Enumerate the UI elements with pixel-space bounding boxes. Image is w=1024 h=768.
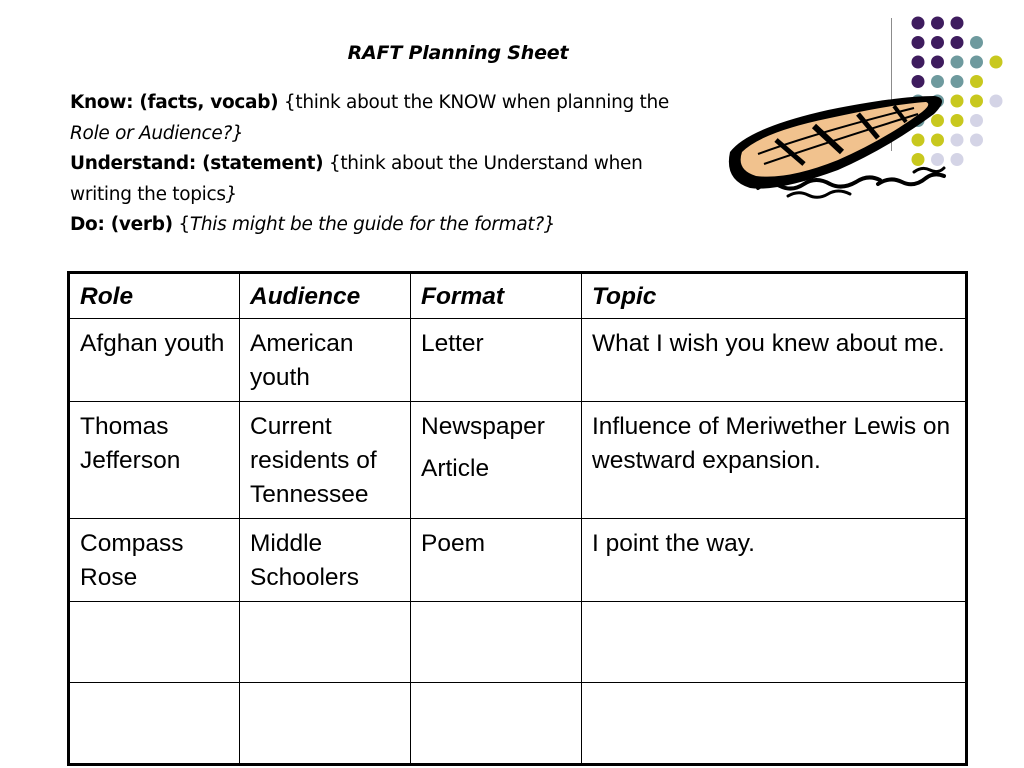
decorative-dot: [990, 95, 1003, 108]
cell-format: Poem: [411, 519, 582, 602]
header-audience: Audience: [240, 273, 411, 319]
cell-role: Afghan youth: [69, 319, 240, 402]
decorative-dot: [970, 36, 983, 49]
cell-empty[interactable]: [582, 683, 967, 765]
cell-topic: Influence of Meriwether Lewis on westward expansion.: [582, 402, 967, 519]
decorative-dot: [931, 36, 944, 49]
table-row: [69, 519, 967, 602]
cell-empty[interactable]: [69, 683, 240, 765]
cell-empty[interactable]: [69, 602, 240, 683]
cell-empty[interactable]: [411, 683, 582, 765]
cell-topic: I point the way.: [582, 519, 967, 602]
header-topic: Topic: [582, 273, 967, 319]
decorative-dot: [931, 75, 944, 88]
understand-text: {think about the Understand when: [323, 153, 643, 174]
header-role: Role: [69, 273, 240, 319]
rowboat-clipart-icon: [718, 88, 970, 200]
decorative-dot: [951, 56, 964, 69]
decorative-dot: [990, 56, 1003, 69]
table-row: [69, 402, 967, 519]
table-row: [69, 319, 967, 402]
do-instruction: [70, 210, 750, 241]
cell-audience: Current residents of Tennessee: [240, 402, 411, 519]
know-text-italic: Role or Audience?}: [70, 122, 244, 144]
cell-empty[interactable]: [240, 683, 411, 765]
cell-format-line: Article: [421, 455, 490, 482]
cell-empty[interactable]: [411, 602, 582, 683]
decorative-dot: [951, 75, 964, 88]
know-text: {think about the KNOW when planning the: [278, 92, 669, 113]
do-label: Do: (verb): [70, 214, 173, 235]
cell-empty[interactable]: [582, 602, 967, 683]
table-row-empty: [69, 602, 967, 683]
decorative-dot: [951, 17, 964, 30]
decorative-dot: [912, 75, 925, 88]
decorative-dot: [970, 56, 983, 69]
decorative-dot: [931, 56, 944, 69]
table-row-empty: [69, 683, 967, 765]
understand-text-brace: }: [225, 183, 238, 205]
cell-format: Letter: [411, 319, 582, 402]
know-instruction: [70, 88, 750, 149]
decorative-dot: [912, 17, 925, 30]
decorative-dot: [951, 36, 964, 49]
page-title: RAFT Planning Sheet: [347, 42, 569, 64]
raft-table: [67, 271, 968, 766]
cell-role: Thomas Jefferson: [69, 402, 240, 519]
decorative-dot: [970, 114, 983, 127]
cell-topic: What I wish you knew about me.: [582, 319, 967, 402]
instructions-block: [70, 88, 750, 241]
cell-audience: Middle Schoolers: [240, 519, 411, 602]
header-format: Format: [411, 273, 582, 319]
decorative-dot: [931, 17, 944, 30]
cell-role: Compass Rose: [69, 519, 240, 602]
do-text: {: [172, 214, 190, 235]
decorative-dot: [970, 75, 983, 88]
decorative-dot: [970, 134, 983, 147]
understand-text-2: writing the topics: [70, 183, 226, 205]
know-label: Know: (facts, vocab): [70, 92, 279, 113]
cell-format: [411, 402, 582, 519]
do-text-italic: This might be the guide for the format?}: [189, 214, 556, 235]
decorative-dot: [970, 95, 983, 108]
cell-audience: American youth: [240, 319, 411, 402]
cell-format-line: Newspaper: [421, 413, 545, 440]
understand-label: Understand: (statement): [70, 153, 324, 174]
cell-empty[interactable]: [240, 602, 411, 683]
understand-instruction: [70, 149, 750, 210]
table-header-row: [69, 273, 967, 319]
